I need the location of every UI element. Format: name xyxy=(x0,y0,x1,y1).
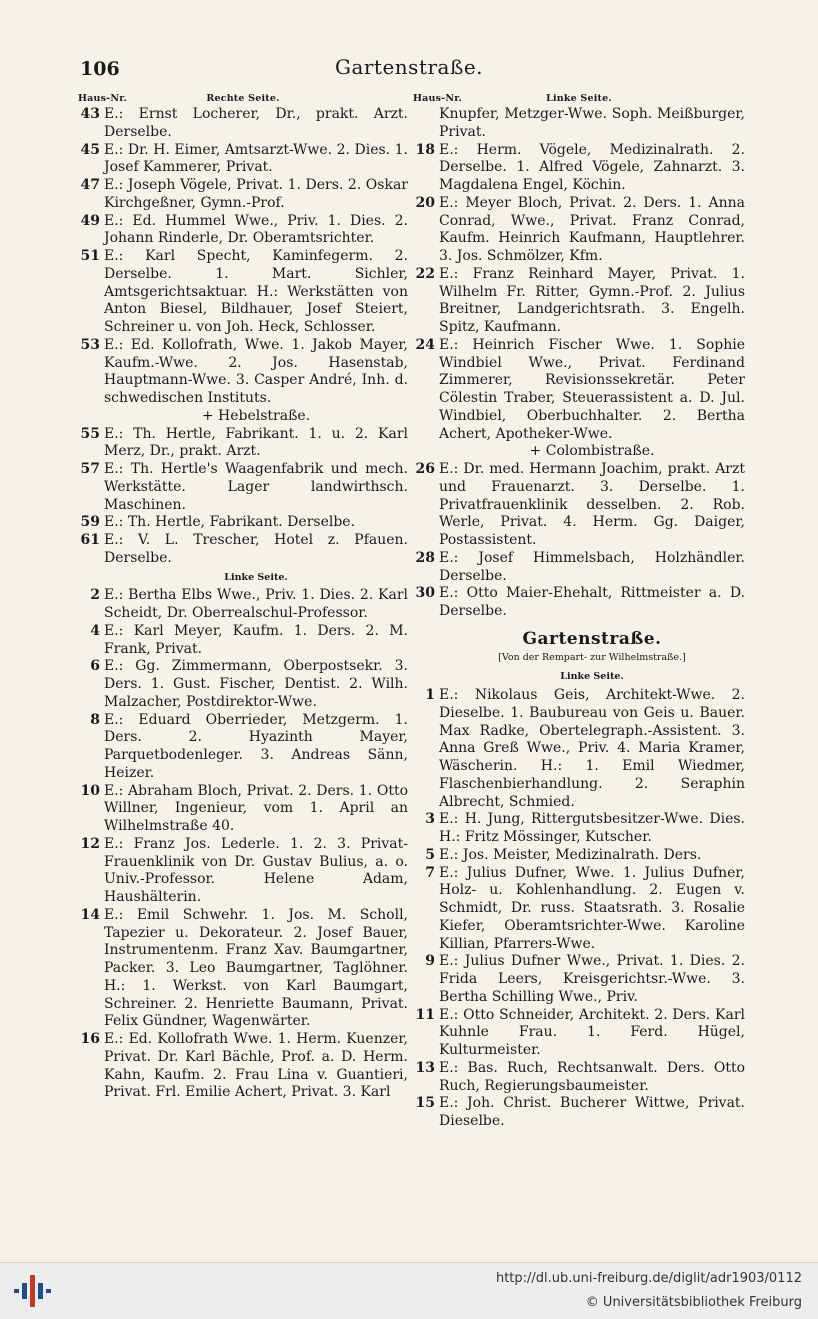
address-entry xyxy=(78,142,408,178)
house-number: 45 xyxy=(80,141,100,158)
entry-text: E.: Ed. Kollofrath Wwe. 1. Herm. Kuenzer, Privat. Dr. Karl Bächle, Prof. a. D. Herm. Kahn, Kaufm. 2. Frau Lina v. Guantieri, Privat. Frl. Emilie Achert, Privat. 3. Karl xyxy=(104,1031,408,1101)
copyright-notice: © Universitätsbibliothek Freiburg xyxy=(585,1295,802,1310)
house-number: 28 xyxy=(415,549,435,566)
house-number: 61 xyxy=(80,532,100,548)
house-number: 13 xyxy=(415,1059,435,1076)
entry-text: E.: Bertha Elbs Wwe., Priv. 1. Dies. 2. Karl Scheidt, Dr. Oberrealschul-Professor. xyxy=(104,587,408,621)
address-entry xyxy=(78,514,408,532)
entry-text: E.: Franz Reinhard Mayer, Privat. 1. Wilhelm Fr. Ritter, Gymn.-Prof. 2. Julius Breitner, Landgerichtsrath. 3. Engelh. Spitz, Kaufmann. xyxy=(439,265,745,335)
viewer-footer xyxy=(0,1262,818,1319)
address-entry xyxy=(413,585,745,621)
section-title: Gartenstraße. xyxy=(522,628,662,649)
address-entry xyxy=(78,213,408,249)
house-number: 18 xyxy=(415,141,435,158)
address-entry xyxy=(413,195,745,266)
house-number: 5 xyxy=(425,846,435,863)
entry-text: E.: Julius Dufner Wwe., Privat. 1. Dies. 2. Frida Leers, Kreisgerichtsr.-Wwe. 3. Bertha Schilling Wwe., Priv. xyxy=(439,953,745,1005)
house-number: 1 xyxy=(425,687,435,703)
house-number: 51 xyxy=(80,248,100,264)
address-entry xyxy=(78,783,408,836)
house-number: 59 xyxy=(80,514,100,531)
cross-street: + Hebelstraße. xyxy=(201,407,311,424)
address-entry xyxy=(78,623,408,659)
house-number: 15 xyxy=(415,1095,435,1112)
house-number: 20 xyxy=(415,194,435,211)
address-entry xyxy=(413,865,745,954)
entry-text: E.: Otto Maier-Ehehalt, Rittmeister a. D. Derselbe. xyxy=(439,585,745,619)
entry-text: E.: Gg. Zimmermann, Oberpostsekr. 3. Ders. 1. Gust. Fischer, Dentist. 2. Wilh. Malzacher, Postdirektor-Wwe. xyxy=(104,658,408,710)
address-entry xyxy=(78,106,408,142)
address-entry xyxy=(413,337,745,444)
entry-text: E.: Nikolaus Geis, Architekt-Wwe. 2. Dieselbe. 1. Baubureau von Geis u. Bauer. Max Radke, Obertelegraph.-Assistent. 3. Anna Greß Wwe., Priv. 4. Maria Kramer, Wäscherin. H.: 1. Emil Wiedmer, Flaschenbierhandlung. 2. Seraphin Albrecht, Schmied. xyxy=(439,687,745,810)
house-number: 8 xyxy=(90,711,100,728)
ub-freiburg-logo-icon xyxy=(12,1271,52,1311)
entry-text: E.: Th. Hertle's Waagenfabrik und mech. Werkstätte. Lager landwirthsch. Maschinen. xyxy=(104,461,408,513)
entry-text: E.: Karl Specht, Kaminfegerm. 2. Derselbe. 1. Mart. Sichler, Amtsgerichtsaktuar. H.: Werkstätten von Anton Biesel, Bildhauer, Josef Steiert, Schreiner u. von Joh. Heck, Schlosser. xyxy=(104,248,408,335)
entry-text: E.: Eduard Oberrieder, Metzgerm. 1. Ders. 2. Hyazinth Mayer, Parquetbodenleger. 3. Andreas Sänn, Heizer. xyxy=(104,711,408,781)
address-entry xyxy=(78,337,408,408)
entry-text: E.: Ed. Kollofrath, Wwe. 1. Jakob Mayer, Kaufm.-Wwe. 2. Jos. Hasenstab, Hauptmann-Wwe. 3. Casper André, Inh. d. schwedischen Instituts. xyxy=(104,336,408,406)
address-entry xyxy=(78,587,408,623)
entry-text: E.: Dr. H. Eimer, Amtsarzt-Wwe. 2. Dies. 1. Josef Kammerer, Privat. xyxy=(104,141,408,176)
entry-text: E.: Franz Jos. Lederle. 1. 2. 3. Privat-Frauenklinik von Dr. Gustav Bulius, a. o. Univ.-Professor. Helene Adam, Haushälterin. xyxy=(104,835,408,905)
address-entry xyxy=(78,248,408,337)
address-entry xyxy=(413,687,745,811)
entry-text: E.: Th. Hertle, Fabrikant. Derselbe. xyxy=(104,514,356,531)
address-entry xyxy=(78,907,408,1031)
house-number: 43 xyxy=(80,106,100,122)
house-number: 14 xyxy=(80,906,100,923)
address-entry xyxy=(413,461,745,550)
address-entry xyxy=(413,1095,745,1131)
house-number: 24 xyxy=(415,336,435,353)
address-entry xyxy=(78,836,408,907)
address-entry xyxy=(78,461,408,514)
right-column xyxy=(413,88,745,1131)
entry-text: E.: Abraham Bloch, Privat. 2. Ders. 1. Otto Willner, Ingenieur, vom 1. April an Wilhelmstraße 40. xyxy=(104,782,408,834)
house-number: 16 xyxy=(80,1031,100,1047)
entry-text: E.: Karl Meyer, Kaufm. 1. Ders. 2. M. Frank, Privat. xyxy=(104,622,408,657)
house-number: 11 xyxy=(415,1006,435,1023)
entry-text: E.: Herm. Vögele, Medizinalrath. 2. Derselbe. 1. Alfred Vögele, Zahnarzt. 3. Magdalena Engel, Köchin. xyxy=(439,141,745,193)
house-number: 12 xyxy=(80,835,100,852)
address-entry xyxy=(413,550,745,586)
entry-text: E.: Th. Hertle, Fabrikant. 1. u. 2. Karl Merz, Dr., prakt. Arzt. xyxy=(104,425,408,460)
entry-text: E.: Julius Dufner, Wwe. 1. Julius Dufner, Holz- u. Kohlenhandlung. 2. Eugen v. Schmidt, Dr. russ. Staatsrath. 3. Rosalie Kiefer, Oberamtsrichter-Wwe. Karoline Killian, Pfarrers-Wwe. xyxy=(439,864,745,952)
section-subtitle: [Von der Rempart- zur Wilhelmstraße.] xyxy=(498,651,686,663)
house-number: 2 xyxy=(90,587,100,604)
house-number: 3 xyxy=(425,811,435,828)
address-entry xyxy=(78,532,408,568)
house-number: 57 xyxy=(80,461,100,477)
house-number: 55 xyxy=(80,425,100,442)
side-label: Rechte Seite. xyxy=(206,93,280,104)
house-number: 53 xyxy=(80,336,100,353)
house-number: 26 xyxy=(415,461,435,477)
address-entry xyxy=(413,142,745,195)
house-number: 30 xyxy=(415,585,435,602)
address-entry xyxy=(78,658,408,711)
address-entry xyxy=(413,953,745,1006)
cross-street: + Colombistraße. xyxy=(529,443,655,460)
address-entry xyxy=(413,847,745,865)
entry-text: E.: Otto Schneider, Architekt. 2. Ders. Karl Kuhnle Frau. 1. Ferd. Hügel, Kulturmeister. xyxy=(439,1006,745,1058)
address-entry xyxy=(413,1060,745,1096)
address-entry xyxy=(78,712,408,783)
haus-nr-label: Haus-Nr. xyxy=(78,93,128,104)
address-entry xyxy=(413,266,745,337)
entry-text: E.: Heinrich Fischer Wwe. 1. Sophie Windbiel Wwe., Privat. Ferdinand Zimmerer, Revisionssekretär. Peter Cölestin Traber, Steuerassistent a. D. Jul. Windbiel, Oberbuchhalter. 2. Bertha Achert, Apotheker-Wwe. xyxy=(439,336,745,442)
entry-text: E.: Bas. Ruch, Rechtsanwalt. Ders. Otto Ruch, Regierungsbaumeister. xyxy=(439,1059,745,1094)
house-number: 47 xyxy=(80,177,100,193)
house-number: 49 xyxy=(80,212,100,229)
page-number: 106 xyxy=(80,58,120,80)
address-entry xyxy=(78,1031,408,1102)
running-title: Gartenstraße. xyxy=(334,55,484,79)
side-label: Linke Seite. xyxy=(560,671,624,683)
permalink-url[interactable]: http://dl.ub.uni-freiburg.de/diglit/adr1903/0112 xyxy=(495,1271,802,1286)
entry-text: E.: Dr. med. Hermann Joachim, prakt. Arzt und Frauenarzt. 3. Derselbe. 1. Privatfrauenklinik desselben. 2. Rob. Werle, Privat. 4. Herm. Gg. Daiger, Postassistent. xyxy=(439,461,745,548)
continued-entry: Knupfer, Metzger-Wwe. Soph. Meißburger, Privat. xyxy=(439,106,745,140)
house-number: 7 xyxy=(425,864,435,881)
address-entry xyxy=(78,177,408,213)
house-number: 9 xyxy=(425,953,435,970)
entry-text: E.: Jos. Meister, Medizinalrath. Ders. xyxy=(439,846,702,863)
address-entry xyxy=(413,811,745,847)
left-column xyxy=(78,88,408,1102)
haus-nr-label: Haus-Nr. xyxy=(413,93,463,104)
side-label: Linke Seite. xyxy=(224,571,288,583)
left-column-header xyxy=(78,88,408,106)
entry-text: E.: Joh. Christ. Bucherer Wittwe, Privat. Dieselbe. xyxy=(439,1095,745,1129)
entry-text: E.: Emil Schwehr. 1. Jos. M. Scholl, Tapezier u. Dekorateur. 2. Josef Bauer, Instrumentenm. Franz Xav. Baumgartner, Packer. 3. Leo Baumgartner, Taglöhner. H.: 1. Werkst. von Karl Baumgart, Schreiner. 2. Henriette Baumann, Privat. Felix Gündner, Wagenwärter. xyxy=(104,906,408,1030)
entry-text: E.: Josef Himmelsbach, Holzhändler. Derselbe. xyxy=(439,549,745,584)
entry-text: E.: Ernst Locherer, Dr., prakt. Arzt. Derselbe. xyxy=(104,106,408,140)
entry-text: E.: Meyer Bloch, Privat. 2. Ders. 1. Anna Conrad, Wwe., Privat. Franz Conrad, Kaufm. Heinrich Kaufmann, Hauptlehrer. 3. Jos. Schmölzer, Kfm. xyxy=(439,194,745,264)
house-number: 4 xyxy=(90,622,100,639)
entry-text: E.: H. Jung, Rittergutsbesitzer-Wwe. Dies. H.: Fritz Mössinger, Kutscher. xyxy=(439,811,745,845)
house-number: 22 xyxy=(415,265,435,282)
house-number: 10 xyxy=(80,782,100,799)
entry-text: E.: Joseph Vögele, Privat. 1. Ders. 2. Oskar Kirchgeßner, Gymn.-Prof. xyxy=(104,177,408,211)
right-column-header xyxy=(413,88,745,106)
entry-text: E.: V. L. Trescher, Hotel z. Pfauen. Derselbe. xyxy=(104,532,408,566)
address-entry xyxy=(78,426,408,462)
side-label: Linke Seite. xyxy=(546,93,612,104)
address-entry xyxy=(413,1007,745,1060)
house-number: 6 xyxy=(90,658,100,675)
entry-text: E.: Ed. Hummel Wwe., Priv. 1. Dies. 2. Johann Rinderle, Dr. Oberamtsrichter. xyxy=(104,212,408,247)
